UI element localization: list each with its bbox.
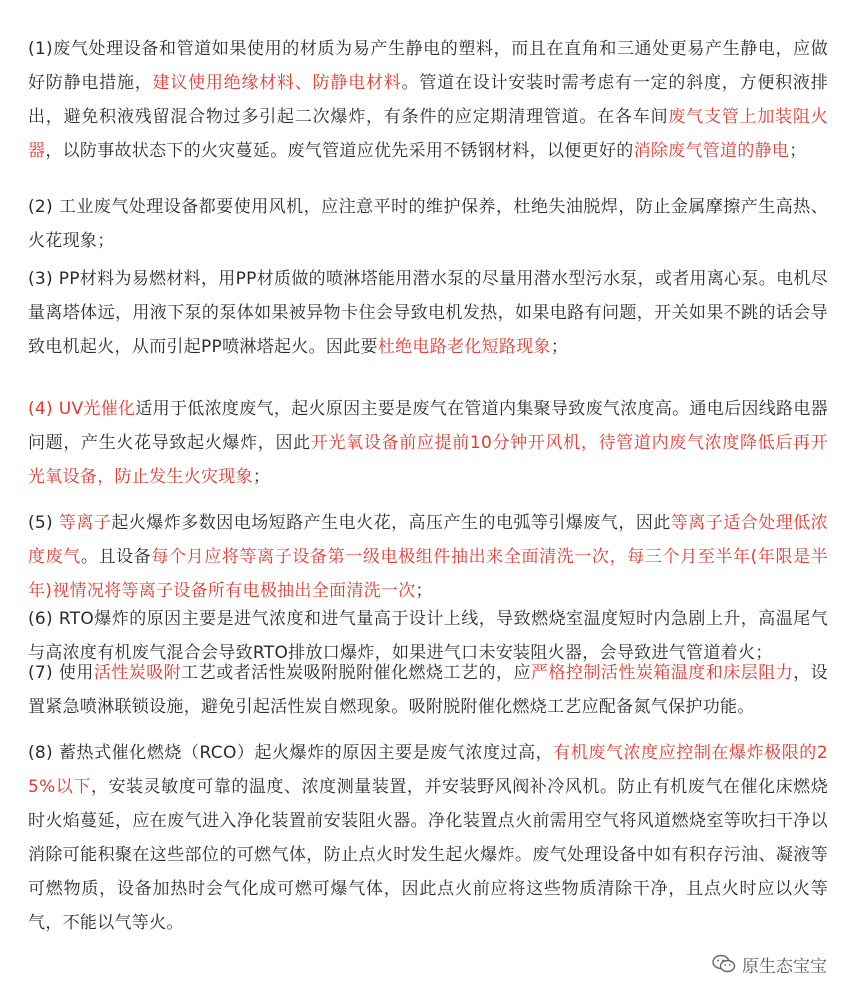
highlighted-text: 严格控制活性炭箱温度和床层阻力	[530, 663, 794, 683]
highlighted-text: UV光催化	[58, 399, 136, 419]
paragraph-5	[28, 506, 828, 608]
body-text: ；	[252, 467, 271, 487]
body-text: 工艺或者活性炭吸附脱附催化燃烧工艺的，应	[181, 663, 531, 683]
body-text: ；	[415, 581, 433, 601]
highlighted-text: 等离子	[58, 513, 112, 533]
paragraph-2	[28, 190, 828, 258]
paragraph-7	[28, 656, 828, 724]
body-text: (8) 蓄热式催化燃烧（RCO）起火爆炸的原因主要是废气浓度过高，	[28, 743, 554, 763]
paragraph-4	[28, 392, 828, 494]
body-text: 起火爆炸多数因电场短路产生电火花，高压产生的电弧等引爆废气，因此	[111, 513, 671, 533]
highlighted-text: 活性炭吸附	[93, 663, 182, 683]
highlighted-text: 建议使用绝缘材料、防静电材料	[152, 73, 402, 93]
body-text: (5)	[28, 513, 59, 533]
body-text: ，安装灵敏度可靠的温度、浓度测量装置，并安装野风阀补冷风机。防止有机废气在催化床燃烧时火焰蔓延，应在废气进入净化装置前安装阻火器。净化装置点火前需用空气将风道燃烧室等吹扫干净以消除可能积聚在这些部位的可燃气体，防止点火时发生起火爆炸。废气处理设备中如有积存污油、凝液等可燃物质，设备加热时会气化成可燃可爆气体，因此点火前应将这些物质清除干净，且点火时应以火等气，不能以气等火。	[28, 777, 828, 933]
highlighted-text: 消除废气管道的静电	[633, 141, 790, 161]
body-text: (2) 工业废气处理设备都要使用风机，应注意平时的维护保养，杜绝失油脱焊，防止金属摩擦产生高热、火花现象；	[28, 197, 828, 251]
body-text: ；	[550, 337, 569, 357]
body-text: ，以防事故状态下的火灾蔓延。废气管道应优先采用不锈钢材料，以便更好的	[45, 141, 634, 161]
body-text: 适用于低浓度废气，起火原因主要是废气在管道内集聚导致废气浓度高。通电后因线路电器问题，产生火花导致起火爆炸，因此	[28, 399, 828, 453]
body-text: ，设置紧急喷淋联锁设施，避免引起活性炭自燃现象。吸附脱附催化燃烧工艺应配备氮气保护功能。	[28, 663, 829, 717]
body-text: ；	[789, 141, 807, 161]
body-text: 。管道在设计安装时需考虑有一定的斜度，方便积液排出，避免积液残留混合物过多引起二次爆炸，有条件的应定期清理管道。在各车间	[28, 73, 829, 127]
paragraph-3	[28, 262, 828, 364]
body-text: 。且设备	[80, 547, 152, 567]
watermark-text: 原生态宝宝	[742, 956, 827, 977]
highlighted-text: 杜绝电路老化短路现象	[377, 337, 551, 357]
highlighted-text: 废气支管上加装阻火器	[28, 107, 828, 161]
highlighted-text: (4)	[28, 399, 59, 419]
body-text: (6) RTO爆炸的原因主要是进气浓度和进气量高于设计上线，导致燃烧室温度短时内急剧上升，高温尾气与高浓度有机废气混合会导致RTO排放口爆炸，如果进气口未安装阻火器，会导致进气管道着火；	[28, 609, 828, 663]
wechat-icon	[712, 954, 736, 974]
highlighted-text: 等离子适合处理低浓度废气	[28, 513, 828, 567]
paragraph-8	[28, 736, 828, 940]
watermark	[712, 950, 827, 978]
paragraph-1	[28, 32, 828, 168]
highlighted-text: 每个月应将等离子设备第一级电极组件抽出来全面清洗一次，每三个月至半年(年限是半年)视情况将等离子设备所有电极抽出全面清洗一次	[28, 547, 828, 601]
body-text: (1)废气处理设备和管道如果使用的材质为易产生静电的塑料，而且在直角和三通处更易产生静电，应做好防静电措施，	[28, 39, 828, 93]
highlighted-text: 开光氧设备前应提前10分钟开风机，待管道内废气浓度降低后再开光氧设备，防止发生火灾现象	[28, 433, 828, 487]
body-text: (7) 使用	[28, 663, 94, 683]
highlighted-text: 有机废气浓度应控制在爆炸极限的25%以下	[28, 743, 828, 797]
body-text: (3) PP材料为易燃材料，用PP材质做的喷淋塔能用潜水泵的尽量用潜水型污水泵，或者用离心泵。电机尽量离塔体远，用液下泵的泵体如果被异物卡住会导致电机发热，如果电路有问题，开关如果不跳的话会导致电机起火，从而引起PP喷淋塔起火。因此要	[28, 269, 828, 357]
